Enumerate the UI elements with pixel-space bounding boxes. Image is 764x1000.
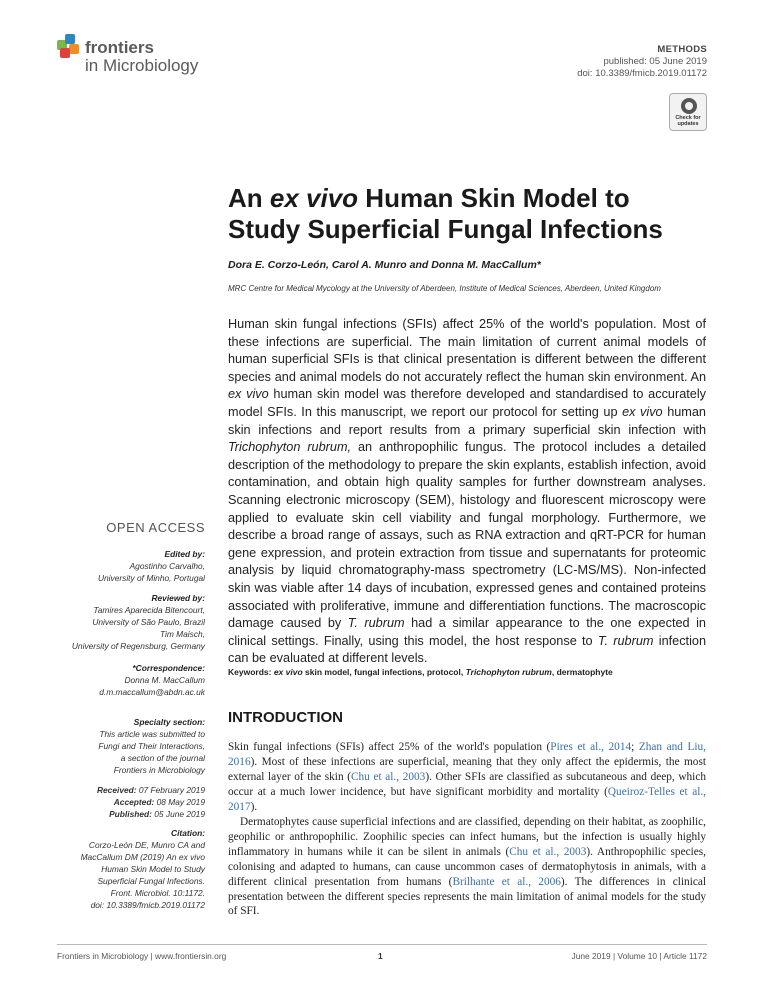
footer-divider [57,944,707,945]
correspondence-section: *Correspondence: Donna M. MacCallum d.m.maccallum@abdn.ac.uk [57,662,205,698]
badge-label: Check for updates [675,115,701,127]
intro-paragraph-1: Skin fungal infections (SFIs) affect 25% of the world's population (Pires et al., 2014; Zhan and Liu, 2016). Most of these infections are superficial, meaning that they only affect the epidermis, the most external layer of the skin (Chu et al., 2003). Other SFIs are classified as subcutaneous and deep, which occur at a much lower incidence, but have significant morbidity and mortality (Queiroz-Telles et al., 2017). [228,741,707,813]
page-number: 1 [378,951,383,961]
section-heading-introduction: INTRODUCTION [228,709,343,726]
published-date: published: 05 June 2019 [603,56,707,67]
footer-volume: June 2019 | Volume 10 | Article 1172 [571,951,707,961]
doi-link[interactable]: doi: 10.3389/fmicb.2019.01172 [577,68,707,79]
citation-link[interactable]: Queiroz-Telles et al., 2017 [228,785,707,813]
citation-link[interactable]: Chu et al., 2003 [351,770,426,783]
affiliation: MRC Centre for Medical Mycology at the University of Aberdeen, Institute of Medical Sciences, Aberdeen, United Kingdom [228,284,661,293]
logo-name: frontiers [85,38,154,57]
keywords: Keywords: ex vivo skin model, fungal infections, protocol, Trichophyton rubrum, dermatophyte [228,667,613,677]
citation-link[interactable]: Chu et al., 2003 [509,845,587,858]
update-check-icon [681,98,697,114]
intro-paragraph-2: Dermatophytes cause superficial infections and are classified, depending on their habitat, as zoophilic, geophilic or anthropophilic. Zoophilic species can infect humans, but the infection is usually highly inflammatory in humans while it can be silent in animals (Chu et al., 2003). Anthropophilic species, colonising and adapted to humans, can cause uncommon cases of dermatophytosis in animals, with a different clinical presentation from humans (Brilhante et al., 2006). The differences in clinical presentation between the different species represents the main limitation of animal models for the study of SFI. [228,816,707,918]
reviewed-by-section: Reviewed by: Tamires Aparecida Bitencourt, University of São Paulo, Brazil Tim Maisch, University of Regensburg, Germany [71,593,205,651]
check-for-updates-button[interactable] [669,93,707,131]
citation-link[interactable]: Pires et al., 2014 [550,741,632,753]
edited-by-section: Edited by: Agostinho Carvalho, University of Minho, Portugal [97,549,205,583]
author-list: Dora E. Corzo-León, Carol A. Munro and Donna M. MacCallum* [228,259,541,271]
specialty-section: Specialty section: This article was submitted to Fungi and Their Interactions, a section of the journal Frontiers in Microbiology [98,717,205,775]
footer-journal[interactable]: Frontiers in Microbiology | www.frontiersin.org [57,951,227,961]
dates-section: Received: 07 February 2019 Accepted: 08 May 2019 Published: 05 June 2019 [96,785,205,819]
article-type: METHODS [657,44,707,55]
journal-logo[interactable] [57,34,217,82]
article-title: An ex vivo Human Skin Model to Study Superficial Fungal Infections [228,183,663,244]
open-access-label: OPEN ACCESS [106,520,205,535]
citation-link[interactable]: Brilhante et al., 2006 [452,875,561,888]
citation-section: Citation: Corzo-León DE, Munro CA and MacCallum DM (2019) An ex vivo Human Skin Model to Study Superficial Fungal Infections. Front. Microbiol. 10:1172. doi: 10.3389/fmicb.2019.01172 [80,828,205,910]
frontiers-logo-icon [57,34,83,60]
citation-link[interactable]: Zhan and Liu, 2016 [228,741,707,768]
abstract: Human skin fungal infections (SFIs) affect 25% of the world's population. Most of these infections are superficial. The main limitation of current animal models of human superficial SFIs is that clinical presentation is different between the different species and animal models do not accurately reflect the human skin environment. An ex vivo human skin model was therefore developed and standardised to accurately model SFIs. In this manuscript, we report our protocol for setting up ex vivo human skin infections and report results from a primary superficial skin infection with Trichophyton rubrum, an anthropophilic fungus. The protocol includes a detailed description of the methodology to prepare the skin explants, establish infection, avoid contamination, and obtain high quality samples for further downstream analyses. Scanning electronic microscopy (SEM), histology and fluorescent microscopy were applied to evaluate skin cell viability and fungal morphology. Furthermore, we describe a broad range of assays, such as RNA extraction and qRT-PCR for human gene expression, and protein extraction from tissue and supernatants for proteomic analysis by liquid chromatography-mass spectrometry (LC-MS/MS). Non-infected skin was viable after 14 days of incubation, expressed genes and contained proteins associated with proliferative, immune and differentiation functions. The macroscopic damage caused by T. rubrum had a similar appearance to the one expected in clinical settings. Finally, using this model, the host response to T. rubrum infection can be evaluated at different levels. [228,317,707,666]
correspondence-email[interactable]: d.m.maccallum@abdn.ac.uk [99,687,205,697]
article-meta [577,44,707,80]
logo-journal: in Microbiology [85,56,199,75]
